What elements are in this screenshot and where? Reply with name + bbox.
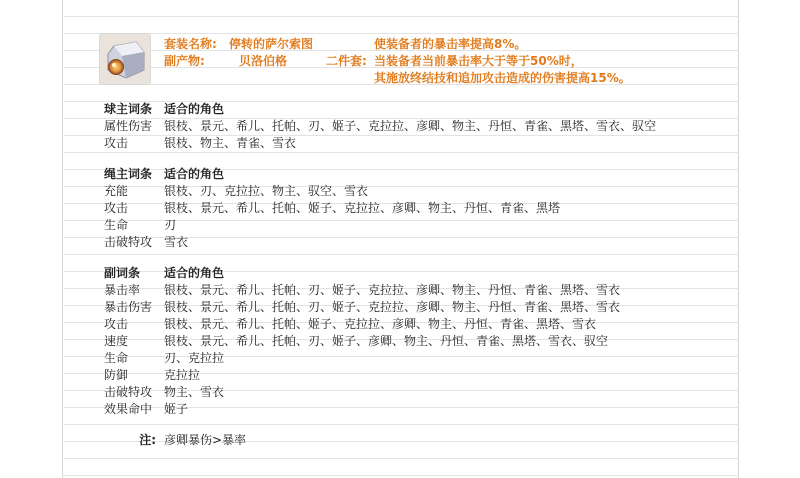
- row-gridline: [62, 424, 739, 425]
- stat-label: 效果命中: [104, 402, 153, 416]
- character-list: 姬子: [164, 402, 189, 416]
- set-name: 停转的萨尔索图: [229, 37, 314, 51]
- section-col-header-sphere: 适合的角色: [164, 102, 225, 116]
- character-list: 银枝、物主、青雀、雪衣: [164, 136, 297, 150]
- character-list: 银枝、景元、希儿、托帕、刃、姬子、克拉拉、彦卿、物主、丹恒、青雀、黑塔、雪衣: [164, 300, 621, 314]
- source-name: 贝洛伯格: [239, 54, 288, 68]
- character-list: 银枝、景元、希儿、托帕、姬子、克拉拉、彦卿、物主、丹恒、青雀、黑塔: [164, 201, 561, 215]
- row-gridline: [62, 475, 739, 476]
- character-list: 雪衣: [164, 235, 189, 249]
- row-gridline: [62, 458, 739, 459]
- set-name-label: 套装名称:: [164, 37, 217, 51]
- stat-label: 击破特攻: [104, 235, 153, 249]
- stat-label: 攻击: [104, 201, 129, 215]
- section-col-header-rope: 适合的角色: [164, 167, 225, 181]
- character-list: 银枝、景元、希儿、托帕、刃、姬子、克拉拉、彦卿、物主、丹恒、青雀、黑塔、雪衣、驭空: [164, 119, 657, 133]
- stat-label: 攻击: [104, 317, 129, 331]
- stat-label: 生命: [104, 218, 129, 232]
- stat-label: 攻击: [104, 136, 129, 150]
- character-list: 物主、雪衣: [164, 385, 225, 399]
- stat-label: 击破特攻: [104, 385, 153, 399]
- character-list: 克拉拉: [164, 368, 201, 382]
- character-list: 刃、克拉拉: [164, 351, 225, 365]
- effect-line-3: 其施放终结技和追加攻击造成的伤害提高15%。: [374, 71, 631, 85]
- effect-line-2: 当装备者当前暴击率大于等于50%时，: [374, 54, 583, 68]
- stat-label: 暴击率: [104, 283, 141, 297]
- two-piece-label: 二件套:: [326, 54, 367, 68]
- row-gridline: [62, 254, 739, 255]
- row-gridline: [62, 33, 739, 34]
- stat-label: 防御: [104, 368, 129, 382]
- relic-set-icon: [99, 33, 151, 85]
- section-col-header-substats: 适合的角色: [164, 266, 225, 280]
- section-title-sphere: 球主词条: [104, 102, 153, 116]
- section-title-substats: 副词条: [104, 266, 141, 280]
- stat-label: 生命: [104, 351, 129, 365]
- note-label: 注:: [139, 433, 156, 447]
- stat-label: 属性伤害: [104, 119, 153, 133]
- effect-line-1: 使装备者的暴击率提高8%。: [374, 37, 527, 51]
- stat-label: 速度: [104, 334, 129, 348]
- source-label: 副产物:: [164, 54, 205, 68]
- character-list: 刃: [164, 218, 177, 232]
- section-title-rope: 绳主词条: [104, 167, 153, 181]
- character-list: 银枝、景元、希儿、托帕、刃、姬子、彦卿、物主、丹恒、青雀、黑塔、雪衣、驭空: [164, 334, 609, 348]
- stat-label: 充能: [104, 184, 129, 198]
- row-gridline: [62, 152, 739, 153]
- character-list: 银枝、景元、希儿、托帕、姬子、克拉拉、彦卿、物主、丹恒、青雀、黑塔、雪衣: [164, 317, 597, 331]
- row-gridline: [62, 16, 739, 17]
- stat-label: 暴击伤害: [104, 300, 153, 314]
- character-list: 银枝、刃、克拉拉、物主、驭空、雪衣: [164, 184, 369, 198]
- note-text: 彦卿暴伤>暴率: [164, 433, 247, 447]
- character-list: 银枝、景元、希儿、托帕、刃、姬子、克拉拉、彦卿、物主、丹恒、青雀、黑塔、雪衣: [164, 283, 621, 297]
